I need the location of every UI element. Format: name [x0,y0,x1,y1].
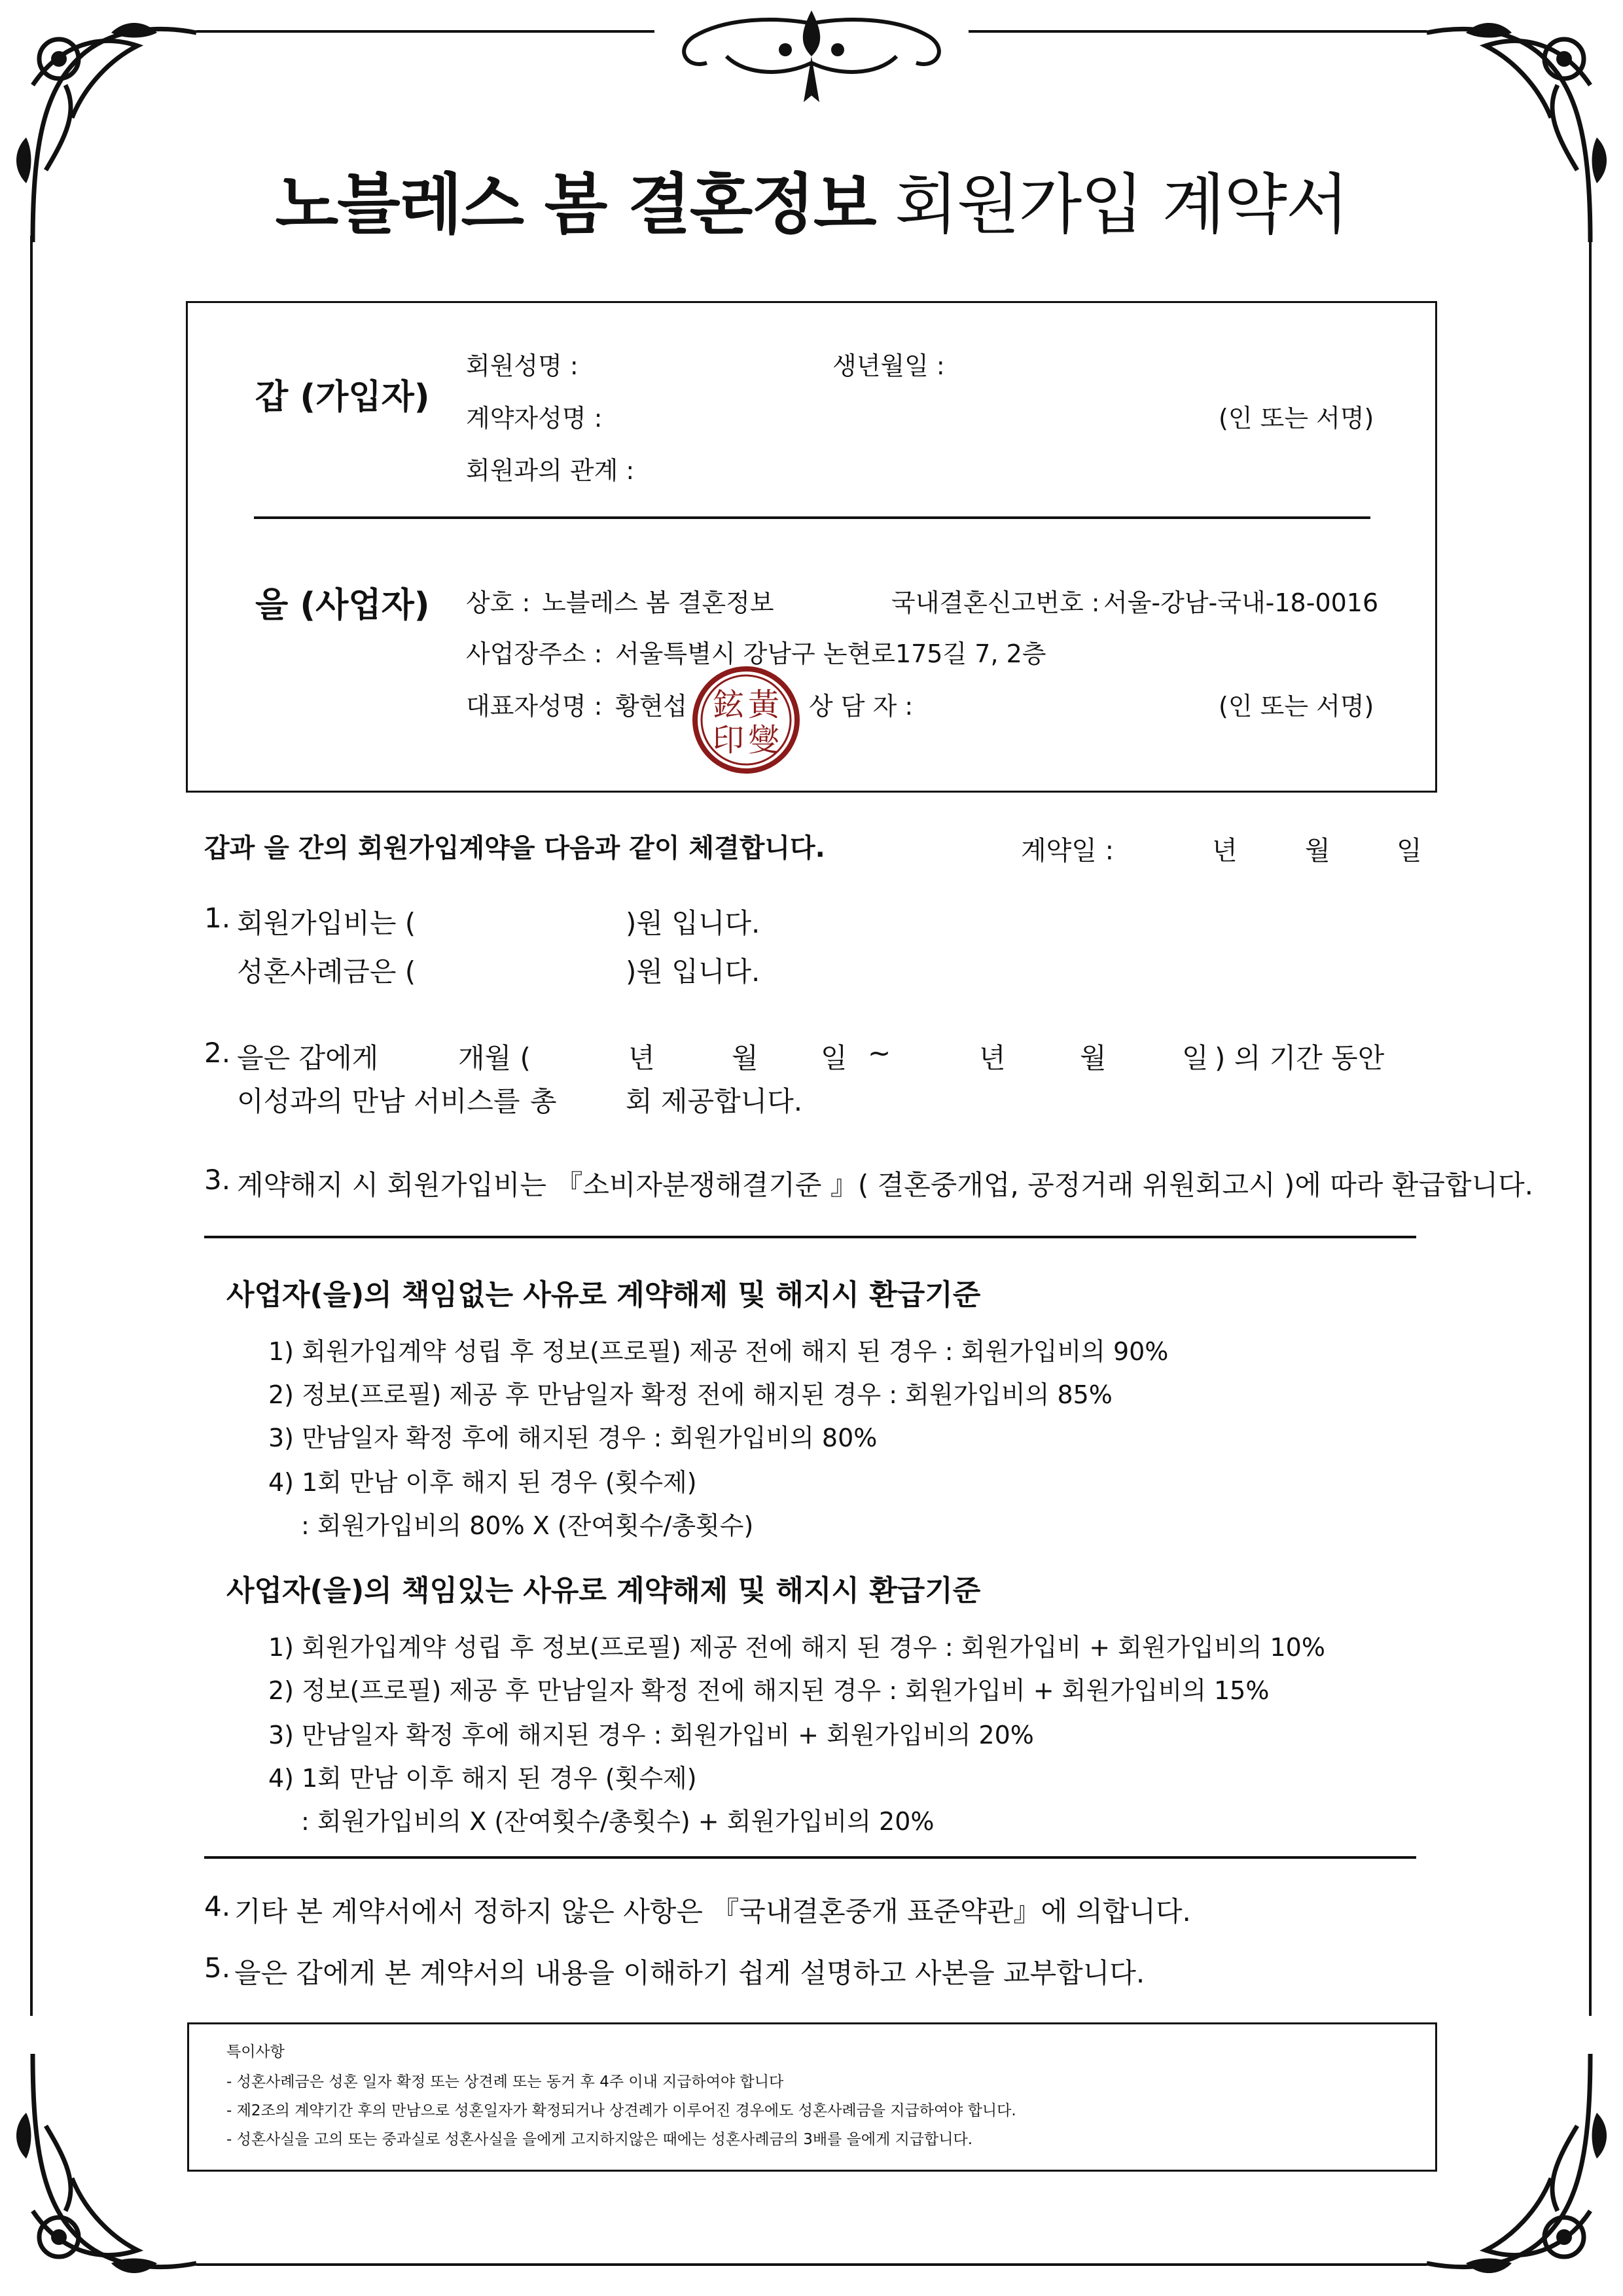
clause-4-number: 4. [204,1890,231,1922]
address-label: 사업장주소 : [466,639,603,668]
agreement-intro: 갑과 을 간의 회원가입계약을 다음과 같이 체결합니다. [204,833,825,863]
refund-no-fault-item-4-formula: : 회원가입비의 80% X (잔여횟수/총횟수) [301,1511,754,1540]
refund-fault-item-4: 4) 1회 만남 이후 해지 된 경우 (횟수제) [268,1764,697,1793]
registration-label: 국내결혼신고번호 : [891,588,1100,617]
special-note-1: - 성혼사례금은 성혼 일자 확정 또는 상견례 또는 동거 후 4주 이내 지급하여야 합니다 [226,2073,784,2090]
clause-2-start-day: 일 [821,1042,847,1074]
refund-fault-item-1: 1) 회원가입계약 성립 후 정보(프로필) 제공 전에 해지 된 경우 : 회원가입비 + 회원가입비의 10% [268,1633,1325,1662]
special-note-3: - 성혼사실을 고의 또는 중과실로 성혼사실을 을에게 고지하지않은 때에는 성혼사례금의 3배를 을에게 지급합니다. [226,2131,973,2148]
party-b-seal-or-sign: (인 또는 서명) [1219,692,1374,721]
company-label: 상호 : [466,588,531,617]
clause-2-line2-start: 이성과의 만남 서비스를 [237,1085,520,1117]
clause-3-number: 3. [204,1164,231,1196]
clause-3-text: 계약해지 시 회원가입비는 『소비자분쟁해결기준 』( 결혼중개업, 공정거래 위원회고시 )에 따라 환급합니다. [237,1169,1534,1201]
refund-no-fault-heading: 사업자(을)의 책임없는 사유로 계약해제 및 해지시 환급기준 [226,1278,981,1312]
clause-1-number: 1. [204,902,231,934]
clause-2-end-month: 월 [1080,1042,1107,1074]
seal-char-4: 印 [712,722,745,759]
clause-2-start: 을은 갑에게 [237,1042,379,1074]
party-a-label: 갑 (가입자) [255,378,430,417]
title-doc-type: 회원가입 계약서 [895,166,1348,243]
frame-left-line [30,236,33,2016]
seal-char-3: 燮 [747,722,780,759]
ornament-bottom-right-icon [1420,2047,1616,2289]
birth-date-label: 생년월일 : [832,351,945,380]
page-title [0,162,1623,247]
relation-label: 회원과의 관계 : [466,456,635,485]
clause-5-text: 을은 갑에게 본 계약서의 내용을 이해하기 쉽게 설명하고 사본을 교부합니다. [234,1957,1145,1989]
clause-2-tilde: ~ [868,1037,891,1069]
parties-divider [254,516,1370,519]
clause-2-period-end: ) 의 기간 동안 [1215,1042,1385,1074]
seal-char-2: 鉉 [712,687,745,723]
clause-1-reward-open: 성혼사례금은 ( [237,956,416,988]
refund-no-fault-item-4: 4) 1회 만남 이후 해지 된 경우 (횟수제) [268,1468,697,1497]
clause-2-end-year: 년 [979,1042,1006,1074]
company-seal-stamp [690,664,802,776]
refund-bottom-rule [204,1856,1416,1859]
clause-2-months: 개월 ( [458,1042,531,1074]
registration-value: 서울-강남-국내-18-0016 [1103,588,1379,617]
member-name-label: 회원성명 : [466,351,579,380]
company-value: 노블레스 봄 결혼정보 [542,588,774,617]
clause-5-number: 5. [204,1952,231,1984]
frame-bottom-line [196,2263,1427,2266]
refund-no-fault-item-1: 1) 회원가입계약 성립 후 정보(프로필) 제공 전에 해지 된 경우 : 회원가입비의 90% [268,1337,1169,1366]
clause-2-number: 2. [204,1037,231,1069]
ornament-bottom-left-icon [7,2047,203,2289]
contractor-name-label: 계약자성명 : [466,404,603,433]
clause-2-end-day: 일 [1182,1042,1209,1074]
clause-2-start-year: 년 [628,1042,655,1074]
special-notes-heading: 특이사항 [226,2043,285,2060]
frame-top-line-right [969,30,1427,33]
party-a-seal-or-sign: (인 또는 서명) [1219,404,1374,433]
clause-2-start-month: 월 [732,1042,758,1074]
party-b-label: 을 (사업자) [255,586,430,625]
ceo-label: 대표자성명 : [466,692,603,721]
refund-no-fault-item-3: 3) 만남일자 확정 후에 해지된 경우 : 회원가입비의 80% [268,1424,878,1452]
contract-date-day: 일 [1397,836,1422,866]
contract-date-label: 계약일 : [1021,836,1115,866]
special-note-2: - 제2조의 계약기간 후의 만남으로 성혼일자가 확정되거나 상견례가 이루어진 경우에도 성혼사례금을 지급하여야 합니다. [226,2102,1016,2119]
seal-char-1: 黃 [747,687,780,723]
clause-1-fee-open: 회원가입비는 ( [237,907,416,939]
ceo-value: 황현섭 [615,692,688,721]
ornament-top-center-icon [648,4,975,109]
address-value: 서울특별시 강남구 논현로175길 7, 2층 [615,639,1046,668]
refund-fault-heading: 사업자(을)의 책임있는 사유로 계약해제 및 해지시 환급기준 [226,1574,981,1607]
refund-fault-item-4-formula: : 회원가입비의 X (잔여횟수/총횟수) + 회원가입비의 20% [301,1807,935,1836]
frame-top-line [196,30,654,33]
refund-fault-item-3: 3) 만남일자 확정 후에 해지된 경우 : 회원가입비 + 회원가입비의 20% [268,1721,1034,1749]
refund-fault-item-2: 2) 정보(프로필) 제공 후 만남일자 확정 전에 해지된 경우 : 회원가입비 + 회원가입비의 15% [268,1676,1270,1705]
refund-no-fault-item-2: 2) 정보(프로필) 제공 후 만남일자 확정 전에 해지된 경우 : 회원가입비의 85% [268,1380,1113,1409]
frame-right-line [1589,236,1592,2016]
special-notes-box [187,2022,1437,2172]
contract-date-month: 월 [1305,836,1330,866]
clause-4-text: 기타 본 계약서에서 정하지 않은 사항은 『국내결혼중개 표준약관』에 의합니다. [234,1895,1191,1928]
refund-top-rule [204,1236,1416,1238]
clause-1-reward-close: )원 입니다. [626,956,760,988]
clause-2-line2-end: 회 제공합니다. [626,1085,803,1117]
counselor-label: 상 담 자 : [809,692,914,721]
clause-1-fee-close: )원 입니다. [626,907,760,939]
clause-2-total: 총 [530,1085,557,1117]
title-brand: 노블레스 봄 결혼정보 [275,166,876,243]
contract-date-year: 년 [1212,836,1238,866]
